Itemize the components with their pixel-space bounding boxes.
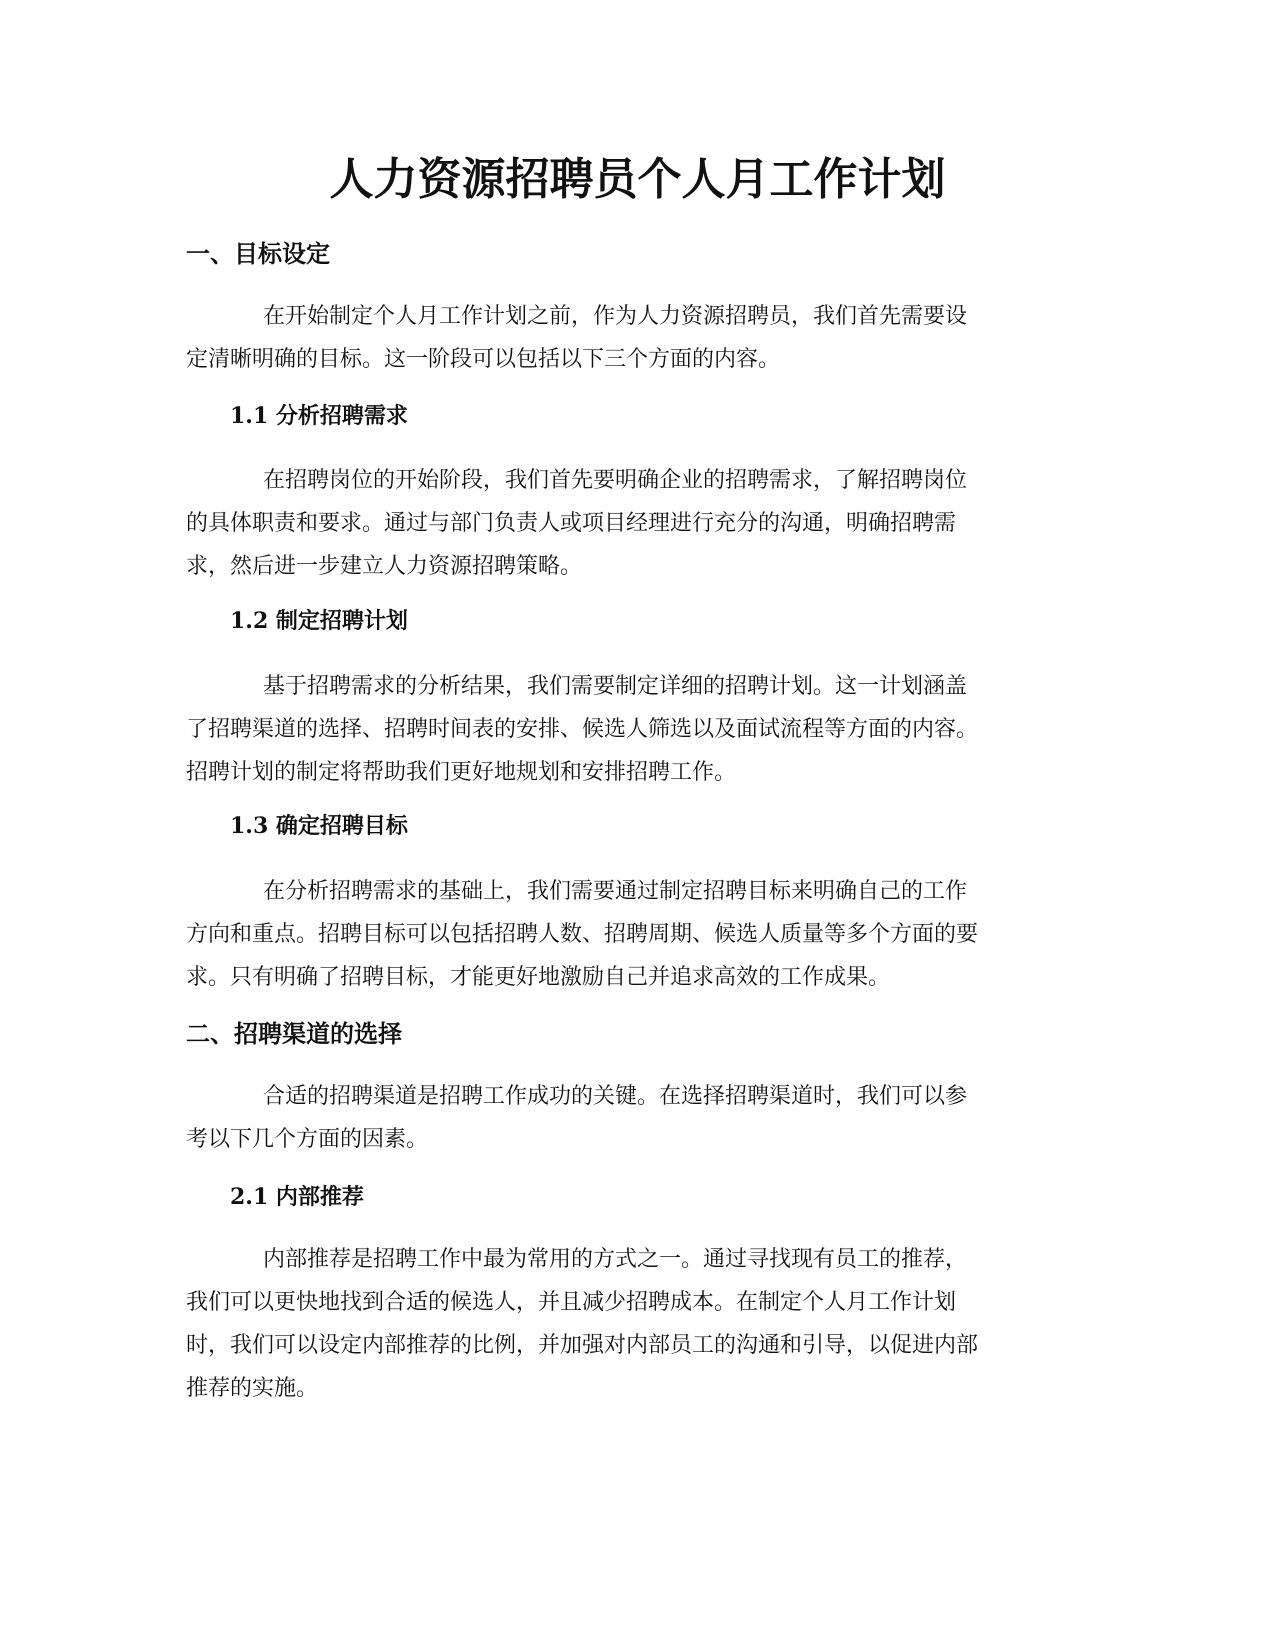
- paragraph-line: 推荐的实施。: [186, 1376, 319, 1401]
- subheading-set-targets: 1.3 确定招聘目标: [230, 813, 408, 839]
- paragraph-line: 内部推荐是招聘工作中最为常用的方式之一。通过寻找现有员工的推荐，: [263, 1247, 968, 1272]
- subheading-analyze-needs: 1.1 分析招聘需求: [230, 403, 408, 429]
- sub1-3-paragraph: [186, 870, 1086, 999]
- paragraph-line: 求。只有明确了招聘目标，才能更好地激励自己并追求高效的工作成果。: [186, 965, 891, 990]
- paragraph-line: 合适的招聘渠道是招聘工作成功的关键。在选择招聘渠道时，我们可以参: [263, 1084, 968, 1109]
- paragraph-line: 定清晰明确的目标。这一阶段可以包括以下三个方面的内容。: [186, 347, 781, 372]
- paragraph-line: 的具体职责和要求。通过与部门负责人或项目经理进行充分的沟通，明确招聘需: [186, 511, 957, 536]
- paragraph-line: 基于招聘需求的分析结果，我们需要制定详细的招聘计划。这一计划涵盖: [263, 674, 968, 699]
- paragraph-line: 在分析招聘需求的基础上，我们需要通过制定招聘目标来明确自己的工作: [263, 879, 968, 904]
- section-heading-goal-setting: 一、目标设定: [186, 240, 330, 268]
- section1-intro-paragraph: [186, 295, 1086, 381]
- paragraph-line: 了招聘渠道的选择、招聘时间表的安排、候选人筛选以及面试流程等方面的内容。: [186, 717, 979, 742]
- paragraph-line: 我们可以更快地找到合适的候选人，并且减少招聘成本。在制定个人月工作计划: [186, 1290, 957, 1315]
- paragraph-line: 在招聘岗位的开始阶段，我们首先要明确企业的招聘需求，了解招聘岗位: [263, 468, 968, 493]
- paragraph-line: 考以下几个方面的因素。: [186, 1127, 429, 1152]
- sub1-2-paragraph: [186, 665, 1086, 794]
- section-heading-recruiting-channels: 二、招聘渠道的选择: [186, 1020, 402, 1048]
- subheading-internal-referral: 2.1 内部推荐: [230, 1184, 364, 1210]
- paragraph-line: 方向和重点。招聘目标可以包括招聘人数、招聘周期、候选人质量等多个方面的要: [186, 922, 979, 947]
- section2-intro-paragraph: [186, 1075, 1086, 1161]
- paragraph-line: 时，我们可以设定内部推荐的比例，并加强对内部员工的沟通和引导，以促进内部: [186, 1333, 979, 1358]
- sub1-1-paragraph: [186, 459, 1086, 588]
- sub2-1-paragraph: [186, 1238, 1086, 1410]
- paragraph-line: 求，然后进一步建立人力资源招聘策略。: [186, 554, 583, 579]
- paragraph-line: 招聘计划的制定将帮助我们更好地规划和安排招聘工作。: [186, 760, 737, 785]
- paragraph-line: 在开始制定个人月工作计划之前，作为人力资源招聘员，我们首先需要设: [263, 304, 968, 329]
- subheading-make-plan: 1.2 制定招聘计划: [230, 608, 408, 634]
- document-title: 人力资源招聘员个人月工作计划: [329, 154, 946, 205]
